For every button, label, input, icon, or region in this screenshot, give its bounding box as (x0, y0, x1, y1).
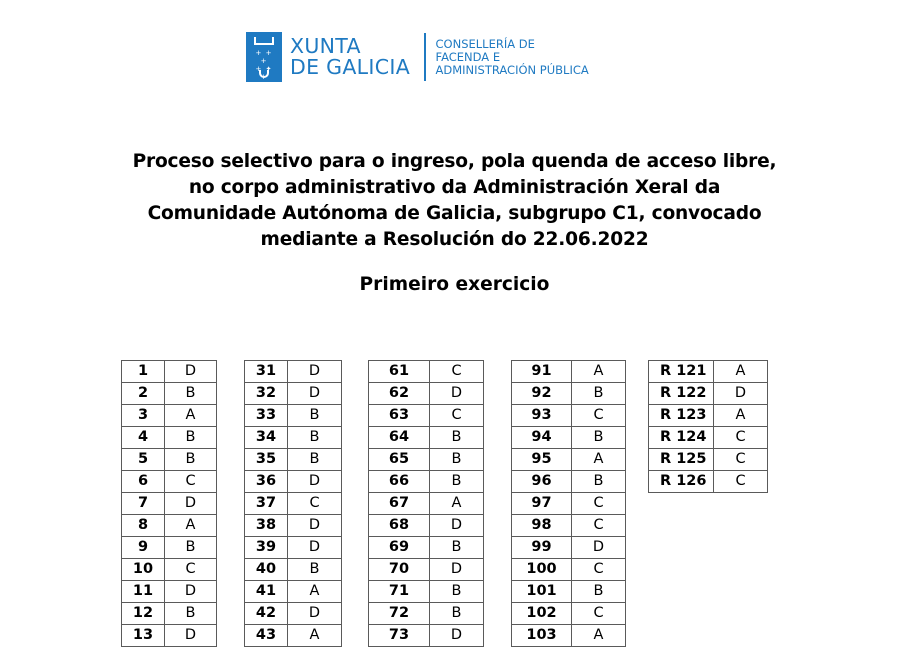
question-number: 64 (369, 427, 430, 449)
answer-table-5 (648, 360, 768, 493)
logo-line-1: XUNTA (290, 34, 361, 58)
answer-letter: B (572, 471, 626, 493)
answer-letter: D (430, 515, 484, 537)
exercise-subtitle: Primeiro exercicio (359, 274, 550, 295)
dept-line-2: FACENDA E (435, 49, 501, 64)
xunta-wordmark (290, 36, 410, 78)
question-number: R 122 (649, 383, 714, 405)
answer-letter: B (165, 449, 217, 471)
answer-letter: C (714, 471, 768, 493)
answer-row (369, 603, 484, 625)
answer-letter: A (572, 449, 626, 471)
question-number: 4 (122, 427, 165, 449)
answer-row (369, 625, 484, 647)
question-number: 7 (122, 493, 165, 515)
answer-row (512, 515, 626, 537)
question-number: 40 (245, 559, 288, 581)
answer-letter: B (165, 427, 217, 449)
answer-row (245, 405, 342, 427)
question-number: 31 (245, 361, 288, 383)
logo-header (246, 31, 589, 97)
answer-row (369, 449, 484, 471)
question-number: 98 (512, 515, 572, 537)
answer-row (512, 405, 626, 427)
question-number: 39 (245, 537, 288, 559)
question-number: 71 (369, 581, 430, 603)
answer-letter: C (430, 361, 484, 383)
question-number: 72 (369, 603, 430, 625)
answer-row (512, 449, 626, 471)
question-number: 67 (369, 493, 430, 515)
question-number: 66 (369, 471, 430, 493)
answer-letter: C (165, 559, 217, 581)
answer-row (369, 383, 484, 405)
question-number: 63 (369, 405, 430, 427)
answer-letter: C (572, 405, 626, 427)
answer-letter: C (572, 603, 626, 625)
question-number: 12 (122, 603, 165, 625)
answer-row (512, 471, 626, 493)
galicia-shield-icon: + + + + ✦ + + + + (246, 32, 282, 82)
answer-row (245, 603, 342, 625)
question-number: 91 (512, 361, 572, 383)
question-number: 38 (245, 515, 288, 537)
answer-letter: B (430, 471, 484, 493)
answer-table-2 (244, 360, 342, 647)
title-line: mediante a Resolución do 22.06.2022 (260, 229, 649, 250)
answer-letter: A (288, 625, 342, 647)
title-line: Proceso selectivo para o ingreso, pola quenda de acceso libre, (132, 151, 777, 172)
answer-row (512, 559, 626, 581)
answer-row (512, 603, 626, 625)
question-number: 73 (369, 625, 430, 647)
answer-row (369, 515, 484, 537)
answer-row (649, 405, 768, 427)
question-number: 41 (245, 581, 288, 603)
answer-letter: D (430, 559, 484, 581)
answer-row (649, 427, 768, 449)
answer-row (122, 515, 217, 537)
answer-row (512, 625, 626, 647)
logo-line-2: DE GALICIA (290, 55, 411, 79)
question-number: 9 (122, 537, 165, 559)
answer-row (369, 471, 484, 493)
document-title (0, 149, 909, 253)
answer-row (369, 559, 484, 581)
answer-row (512, 493, 626, 515)
answer-letter: D (288, 537, 342, 559)
answer-row (122, 537, 217, 559)
question-number: 61 (369, 361, 430, 383)
answer-letter: C (430, 405, 484, 427)
question-number: R 124 (649, 427, 714, 449)
answer-letter: A (165, 405, 217, 427)
question-number: 33 (245, 405, 288, 427)
answer-row (245, 625, 342, 647)
question-number: 100 (512, 559, 572, 581)
answer-letter: C (714, 449, 768, 471)
question-number: 99 (512, 537, 572, 559)
answer-letter: D (288, 471, 342, 493)
answer-row (245, 581, 342, 603)
answer-letter: B (572, 383, 626, 405)
answer-letter: D (288, 361, 342, 383)
answer-row (122, 603, 217, 625)
answer-letter: D (288, 383, 342, 405)
answer-letter: D (572, 537, 626, 559)
question-number: 103 (512, 625, 572, 647)
answer-letter: C (165, 471, 217, 493)
answer-row (122, 405, 217, 427)
answer-row (122, 559, 217, 581)
answer-letter: A (165, 515, 217, 537)
answer-row (369, 581, 484, 603)
answer-letter: A (430, 493, 484, 515)
answer-row (245, 537, 342, 559)
answer-row (122, 361, 217, 383)
question-number: 6 (122, 471, 165, 493)
question-number: 11 (122, 581, 165, 603)
logo-divider (424, 33, 426, 81)
question-number: 101 (512, 581, 572, 603)
question-number: 92 (512, 383, 572, 405)
answer-letter: D (165, 361, 217, 383)
question-number: 42 (245, 603, 288, 625)
answer-row (649, 383, 768, 405)
question-number: R 125 (649, 449, 714, 471)
answer-letter: B (288, 559, 342, 581)
answer-row (245, 383, 342, 405)
question-number: 70 (369, 559, 430, 581)
answer-letter: A (572, 625, 626, 647)
question-number: 5 (122, 449, 165, 471)
answer-letter: C (572, 559, 626, 581)
question-number: 95 (512, 449, 572, 471)
question-number: 35 (245, 449, 288, 471)
question-number: 65 (369, 449, 430, 471)
answer-letter: D (165, 493, 217, 515)
question-number: 62 (369, 383, 430, 405)
title-line: Comunidade Autónoma de Galicia, subgrupo C1, convocado (147, 203, 762, 224)
answer-row (245, 471, 342, 493)
answer-row (122, 383, 217, 405)
department-name (436, 38, 589, 77)
answer-letter: C (288, 493, 342, 515)
question-number: 3 (122, 405, 165, 427)
answer-letter: D (430, 625, 484, 647)
question-number: 32 (245, 383, 288, 405)
answer-row (122, 449, 217, 471)
answer-letter: C (714, 427, 768, 449)
answer-row (369, 537, 484, 559)
title-line: no corpo administrativo da Administración Xeral da (188, 177, 721, 198)
question-number: 97 (512, 493, 572, 515)
answer-row (369, 405, 484, 427)
answer-letter: B (165, 537, 217, 559)
answer-letter: A (288, 581, 342, 603)
answer-letter: B (288, 405, 342, 427)
answer-letter: B (430, 449, 484, 471)
answer-letter: A (572, 361, 626, 383)
answer-letter: B (165, 603, 217, 625)
answer-table-3 (368, 360, 484, 647)
question-number: 93 (512, 405, 572, 427)
answer-row (245, 449, 342, 471)
answer-letter: B (430, 581, 484, 603)
question-number: 102 (512, 603, 572, 625)
answer-row (122, 471, 217, 493)
question-number: R 121 (649, 361, 714, 383)
answer-letter: B (288, 427, 342, 449)
answer-letter: D (714, 383, 768, 405)
answer-row (649, 449, 768, 471)
answer-letter: D (430, 383, 484, 405)
answer-row (649, 471, 768, 493)
answer-row (649, 361, 768, 383)
answer-letter: A (714, 361, 768, 383)
question-number: 1 (122, 361, 165, 383)
answer-table-4 (511, 360, 626, 647)
answer-row (122, 625, 217, 647)
answer-row (245, 427, 342, 449)
answer-letter: B (572, 427, 626, 449)
question-number: 94 (512, 427, 572, 449)
question-number: 96 (512, 471, 572, 493)
question-number: 8 (122, 515, 165, 537)
answer-table-1 (121, 360, 217, 647)
answer-row (245, 515, 342, 537)
answer-row (369, 361, 484, 383)
answer-letter: D (165, 581, 217, 603)
question-number: 34 (245, 427, 288, 449)
answer-row (369, 493, 484, 515)
answer-letter: D (288, 515, 342, 537)
answer-letter: C (572, 515, 626, 537)
answer-row (512, 383, 626, 405)
answer-row (122, 427, 217, 449)
question-number: R 123 (649, 405, 714, 427)
answer-letter: B (165, 383, 217, 405)
question-number: 43 (245, 625, 288, 647)
answer-letter: D (165, 625, 217, 647)
answer-row (512, 361, 626, 383)
answer-letter: B (572, 581, 626, 603)
question-number: 2 (122, 383, 165, 405)
answer-row (122, 581, 217, 603)
answer-letter: B (288, 449, 342, 471)
answer-letter: A (714, 405, 768, 427)
question-number: 37 (245, 493, 288, 515)
answer-row (512, 537, 626, 559)
answer-row (245, 361, 342, 383)
answer-row (369, 427, 484, 449)
question-number: 10 (122, 559, 165, 581)
answer-row (122, 493, 217, 515)
answer-letter: B (430, 427, 484, 449)
answer-row (245, 559, 342, 581)
question-number: 36 (245, 471, 288, 493)
answer-row (245, 493, 342, 515)
answer-letter: C (572, 493, 626, 515)
answer-row (512, 581, 626, 603)
question-number: 13 (122, 625, 165, 647)
answer-letter: B (430, 537, 484, 559)
answer-letter: B (430, 603, 484, 625)
question-number: 68 (369, 515, 430, 537)
dept-line-1: CONSELLERÍA DE (435, 36, 535, 51)
question-number: 69 (369, 537, 430, 559)
answer-row (512, 427, 626, 449)
dept-line-3: ADMINISTRACIÓN PÚBLICA (435, 62, 589, 77)
answer-letter: D (288, 603, 342, 625)
question-number: R 126 (649, 471, 714, 493)
